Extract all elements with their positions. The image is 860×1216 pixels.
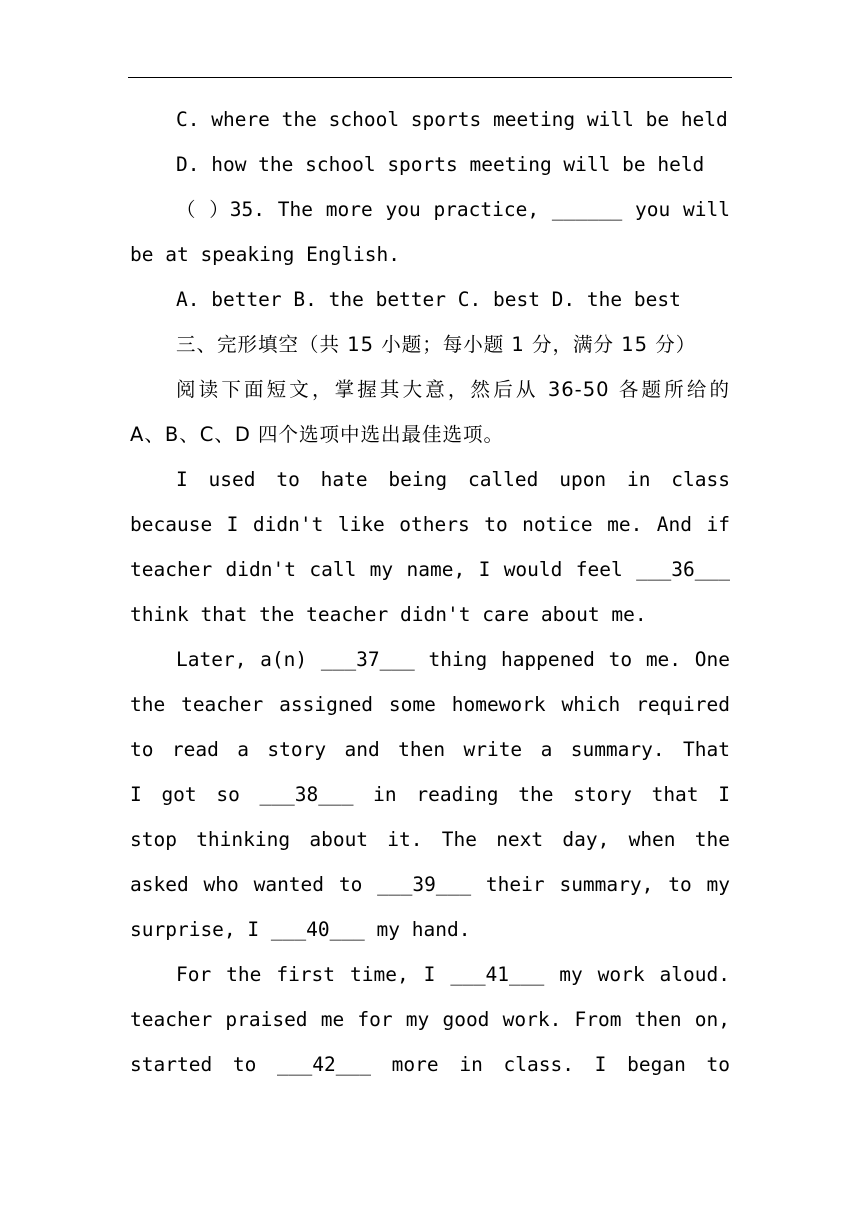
question-35-line-1: （ ）35. The more you practice, ______ you will	[176, 198, 730, 221]
instruction-line-1: 阅读下面短文，掌握其大意，然后从 36-50 各题所给的	[176, 378, 730, 401]
passage-line: For the first time, I ___41___ my work aloud.	[176, 963, 730, 986]
passage-line: think that the teacher didn't care about me.	[130, 603, 647, 626]
passage-line: I got so ___38___ in reading the story that I	[130, 783, 730, 806]
passage-line: surprise, I ___40___ my hand.	[130, 918, 471, 941]
passage-line: teacher didn't call my name, I would feel ___36___	[130, 558, 730, 581]
option-d-line: D. how the school sports meeting will be held	[176, 153, 705, 176]
passage-line: stop thinking about it. The next day, when the	[130, 828, 730, 851]
passage-line: teacher praised me for my good work. From then on,	[130, 1008, 730, 1031]
passage-line: the teacher assigned some homework which required	[130, 693, 730, 716]
header-rule	[128, 77, 732, 78]
passage-line: asked who wanted to ___39___ their summary, to my	[130, 873, 730, 896]
passage-line: Later, a(n) ___37___ thing happened to me. One	[176, 648, 730, 671]
passage-line: started to ___42___ more in class. I began to	[130, 1053, 730, 1076]
passage-line: because I didn't like others to notice me. And if	[130, 513, 730, 536]
option-c-line: C. where the school sports meeting will be held	[176, 108, 728, 131]
instruction-line-2: A、B、C、D 四个选项中选出最佳选项。	[130, 423, 505, 446]
question-35-options: A. better B. the better C. best D. the best	[176, 288, 681, 311]
passage-line: to read a story and then write a summary. That	[130, 738, 730, 761]
section-heading: 三、完形填空（共 15 小题；每小题 1 分，满分 15 分）	[176, 333, 697, 356]
document-body	[130, 97, 730, 1087]
question-35-line-2: be at speaking English.	[130, 243, 401, 266]
passage-line: I used to hate being called upon in class	[176, 468, 730, 491]
